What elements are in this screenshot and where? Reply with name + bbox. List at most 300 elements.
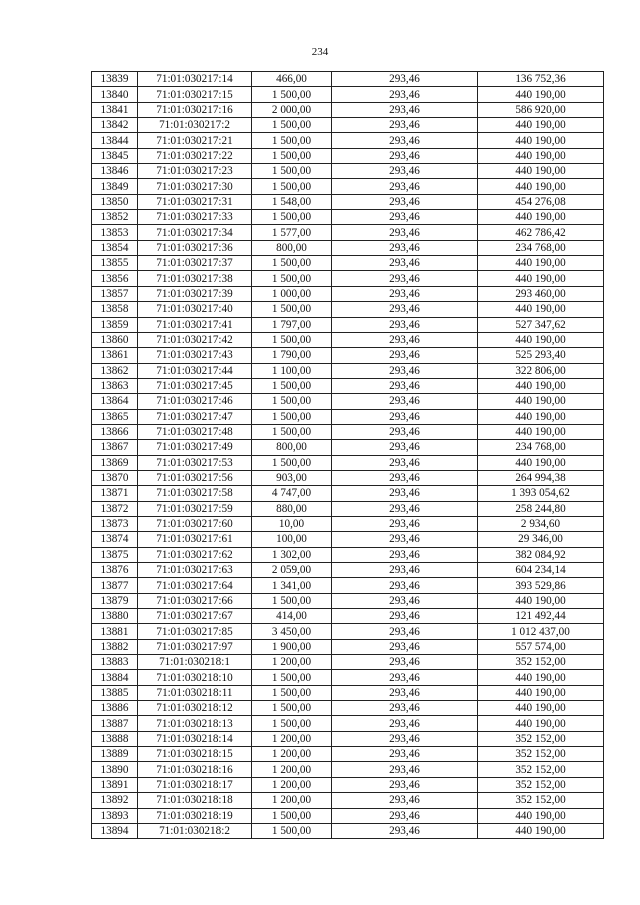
value-cell: 352 152,00 (478, 777, 604, 792)
rate-cell: 293,46 (332, 424, 478, 439)
area-cell: 903,00 (252, 470, 332, 485)
cadastral-number-cell: 71:01:030217:56 (138, 470, 252, 485)
table-row (92, 716, 604, 731)
rate-cell: 293,46 (332, 455, 478, 470)
rate-cell: 293,46 (332, 286, 478, 301)
value-cell: 352 152,00 (478, 731, 604, 746)
rate-cell: 293,46 (332, 793, 478, 808)
table-row (92, 563, 604, 578)
value-cell: 121 492,44 (478, 609, 604, 624)
rate-cell: 293,46 (332, 133, 478, 148)
rate-cell: 293,46 (332, 102, 478, 117)
cadastral-number-cell: 71:01:030218:19 (138, 808, 252, 823)
cadastral-number-cell: 71:01:030217:33 (138, 210, 252, 225)
value-cell: 440 190,00 (478, 87, 604, 102)
area-cell: 1 500,00 (252, 424, 332, 439)
value-cell: 525 293,40 (478, 348, 604, 363)
table-row (92, 747, 604, 762)
table-row (92, 363, 604, 378)
area-cell: 1 500,00 (252, 455, 332, 470)
table-row (92, 164, 604, 179)
cadastral-number-cell: 71:01:030217:37 (138, 256, 252, 271)
table-row (92, 470, 604, 485)
table-row (92, 731, 604, 746)
area-cell: 1 500,00 (252, 148, 332, 163)
value-cell: 293 460,00 (478, 286, 604, 301)
cadastral-number-cell: 71:01:030218:10 (138, 670, 252, 685)
area-cell: 1 500,00 (252, 302, 332, 317)
rate-cell: 293,46 (332, 332, 478, 347)
value-cell: 440 190,00 (478, 332, 604, 347)
cadastral-number-cell: 71:01:030217:43 (138, 348, 252, 363)
table-row (92, 516, 604, 531)
area-cell: 2 059,00 (252, 563, 332, 578)
cadastral-number-cell: 71:01:030217:45 (138, 378, 252, 393)
row-number-cell: 13889 (92, 747, 138, 762)
rate-cell: 293,46 (332, 440, 478, 455)
row-number-cell: 13866 (92, 424, 138, 439)
cadastral-number-cell: 71:01:030217:48 (138, 424, 252, 439)
rate-cell: 293,46 (332, 317, 478, 332)
row-number-cell: 13883 (92, 655, 138, 670)
cadastral-number-cell: 71:01:030218:15 (138, 747, 252, 762)
row-number-cell: 13856 (92, 271, 138, 286)
table-row (92, 194, 604, 209)
value-cell: 440 190,00 (478, 179, 604, 194)
area-cell: 1 500,00 (252, 716, 332, 731)
row-number-cell: 13859 (92, 317, 138, 332)
table-row (92, 823, 604, 838)
value-cell: 2 934,60 (478, 516, 604, 531)
row-number-cell: 13846 (92, 164, 138, 179)
row-number-cell: 13888 (92, 731, 138, 746)
area-cell: 100,00 (252, 532, 332, 547)
row-number-cell: 13891 (92, 777, 138, 792)
area-cell: 1 200,00 (252, 731, 332, 746)
cadastral-number-cell: 71:01:030217:61 (138, 532, 252, 547)
value-cell: 440 190,00 (478, 455, 604, 470)
row-number-cell: 13849 (92, 179, 138, 194)
value-cell: 322 806,00 (478, 363, 604, 378)
area-cell: 1 548,00 (252, 194, 332, 209)
table-row (92, 639, 604, 654)
value-cell: 29 346,00 (478, 532, 604, 547)
row-number-cell: 13892 (92, 793, 138, 808)
cadastral-number-cell: 71:01:030217:64 (138, 578, 252, 593)
rate-cell: 293,46 (332, 516, 478, 531)
area-cell: 1 341,00 (252, 578, 332, 593)
rate-cell: 293,46 (332, 777, 478, 792)
row-number-cell: 13844 (92, 133, 138, 148)
data-table (91, 71, 604, 839)
value-cell: 264 994,38 (478, 470, 604, 485)
value-cell: 440 190,00 (478, 685, 604, 700)
table-row (92, 624, 604, 639)
area-cell: 414,00 (252, 609, 332, 624)
area-cell: 1 500,00 (252, 179, 332, 194)
cadastral-number-cell: 71:01:030217:67 (138, 609, 252, 624)
row-number-cell: 13865 (92, 409, 138, 424)
area-cell: 1 500,00 (252, 701, 332, 716)
rate-cell: 293,46 (332, 486, 478, 501)
rate-cell: 293,46 (332, 394, 478, 409)
value-cell: 440 190,00 (478, 593, 604, 608)
value-cell: 440 190,00 (478, 302, 604, 317)
value-cell: 136 752,36 (478, 72, 604, 87)
area-cell: 1 900,00 (252, 639, 332, 654)
row-number-cell: 13857 (92, 286, 138, 301)
value-cell: 440 190,00 (478, 148, 604, 163)
table-row (92, 210, 604, 225)
row-number-cell: 13852 (92, 210, 138, 225)
area-cell: 1 500,00 (252, 164, 332, 179)
rate-cell: 293,46 (332, 271, 478, 286)
rate-cell: 293,46 (332, 823, 478, 838)
area-cell: 1 577,00 (252, 225, 332, 240)
table-row (92, 793, 604, 808)
area-cell: 1 100,00 (252, 363, 332, 378)
cadastral-number-cell: 71:01:030218:11 (138, 685, 252, 700)
cadastral-number-cell: 71:01:030217:49 (138, 440, 252, 455)
rate-cell: 293,46 (332, 164, 478, 179)
table-row (92, 148, 604, 163)
area-cell: 800,00 (252, 240, 332, 255)
value-cell: 440 190,00 (478, 256, 604, 271)
value-cell: 352 152,00 (478, 762, 604, 777)
value-cell: 440 190,00 (478, 378, 604, 393)
cadastral-number-cell: 71:01:030217:30 (138, 179, 252, 194)
area-cell: 3 450,00 (252, 624, 332, 639)
table-row (92, 302, 604, 317)
table-row (92, 348, 604, 363)
row-number-cell: 13850 (92, 194, 138, 209)
cadastral-number-cell: 71:01:030218:2 (138, 823, 252, 838)
table-row (92, 102, 604, 117)
row-number-cell: 13842 (92, 118, 138, 133)
table-row (92, 593, 604, 608)
cadastral-number-cell: 71:01:030217:85 (138, 624, 252, 639)
table-row (92, 179, 604, 194)
value-cell: 454 276,08 (478, 194, 604, 209)
area-cell: 1 500,00 (252, 409, 332, 424)
row-number-cell: 13861 (92, 348, 138, 363)
cadastral-number-cell: 71:01:030217:59 (138, 501, 252, 516)
table-row (92, 118, 604, 133)
value-cell: 440 190,00 (478, 394, 604, 409)
rate-cell: 293,46 (332, 624, 478, 639)
row-number-cell: 13873 (92, 516, 138, 531)
rate-cell: 293,46 (332, 363, 478, 378)
area-cell: 1 000,00 (252, 286, 332, 301)
area-cell: 1 200,00 (252, 777, 332, 792)
row-number-cell: 13885 (92, 685, 138, 700)
cadastral-number-cell: 71:01:030217:22 (138, 148, 252, 163)
value-cell: 440 190,00 (478, 424, 604, 439)
rate-cell: 293,46 (332, 762, 478, 777)
rate-cell: 293,46 (332, 210, 478, 225)
table-row (92, 271, 604, 286)
value-cell: 440 190,00 (478, 409, 604, 424)
area-cell: 1 500,00 (252, 271, 332, 286)
table-row (92, 378, 604, 393)
cadastral-number-cell: 71:01:030217:38 (138, 271, 252, 286)
rate-cell: 293,46 (332, 240, 478, 255)
row-number-cell: 13870 (92, 470, 138, 485)
table-row (92, 777, 604, 792)
rate-cell: 293,46 (332, 179, 478, 194)
rate-cell: 293,46 (332, 593, 478, 608)
rate-cell: 293,46 (332, 609, 478, 624)
rate-cell: 293,46 (332, 72, 478, 87)
value-cell: 1 012 437,00 (478, 624, 604, 639)
value-cell: 440 190,00 (478, 118, 604, 133)
table-row (92, 762, 604, 777)
cadastral-number-cell: 71:01:030217:46 (138, 394, 252, 409)
cadastral-number-cell: 71:01:030217:2 (138, 118, 252, 133)
table-row (92, 578, 604, 593)
cadastral-number-cell: 71:01:030217:14 (138, 72, 252, 87)
table-row (92, 409, 604, 424)
value-cell: 352 152,00 (478, 793, 604, 808)
rate-cell: 293,46 (332, 639, 478, 654)
row-number-cell: 13893 (92, 808, 138, 823)
table-row (92, 808, 604, 823)
row-number-cell: 13858 (92, 302, 138, 317)
table-row (92, 532, 604, 547)
value-cell: 440 190,00 (478, 133, 604, 148)
rate-cell: 293,46 (332, 547, 478, 562)
rate-cell: 293,46 (332, 731, 478, 746)
rate-cell: 293,46 (332, 808, 478, 823)
rate-cell: 293,46 (332, 747, 478, 762)
row-number-cell: 13855 (92, 256, 138, 271)
row-number-cell: 13845 (92, 148, 138, 163)
cadastral-number-cell: 71:01:030217:15 (138, 87, 252, 102)
table-body (92, 72, 604, 839)
rate-cell: 293,46 (332, 655, 478, 670)
table-row (92, 655, 604, 670)
rate-cell: 293,46 (332, 348, 478, 363)
row-number-cell: 13879 (92, 593, 138, 608)
row-number-cell: 13839 (92, 72, 138, 87)
cadastral-number-cell: 71:01:030217:53 (138, 455, 252, 470)
row-number-cell: 13875 (92, 547, 138, 562)
area-cell: 1 500,00 (252, 670, 332, 685)
value-cell: 234 768,00 (478, 440, 604, 455)
rate-cell: 293,46 (332, 578, 478, 593)
rate-cell: 293,46 (332, 194, 478, 209)
area-cell: 1 797,00 (252, 317, 332, 332)
cadastral-number-cell: 71:01:030217:42 (138, 332, 252, 347)
cadastral-number-cell: 71:01:030217:41 (138, 317, 252, 332)
table-row (92, 424, 604, 439)
cadastral-number-cell: 71:01:030217:36 (138, 240, 252, 255)
row-number-cell: 13886 (92, 701, 138, 716)
area-cell: 1 500,00 (252, 118, 332, 133)
cadastral-number-cell: 71:01:030217:31 (138, 194, 252, 209)
value-cell: 604 234,14 (478, 563, 604, 578)
value-cell: 1 393 054,62 (478, 486, 604, 501)
value-cell: 440 190,00 (478, 808, 604, 823)
cadastral-number-cell: 71:01:030218:12 (138, 701, 252, 716)
rate-cell: 293,46 (332, 532, 478, 547)
cadastral-number-cell: 71:01:030217:47 (138, 409, 252, 424)
rate-cell: 293,46 (332, 409, 478, 424)
table-row (92, 455, 604, 470)
table-row (92, 501, 604, 516)
page-number: 234 (311, 46, 329, 58)
cadastral-number-cell: 71:01:030218:13 (138, 716, 252, 731)
value-cell: 234 768,00 (478, 240, 604, 255)
area-cell: 1 200,00 (252, 793, 332, 808)
row-number-cell: 13882 (92, 639, 138, 654)
area-cell: 2 000,00 (252, 102, 332, 117)
table-row (92, 670, 604, 685)
value-cell: 352 152,00 (478, 747, 604, 762)
table-row (92, 133, 604, 148)
value-cell: 440 190,00 (478, 670, 604, 685)
row-number-cell: 13880 (92, 609, 138, 624)
cadastral-number-cell: 71:01:030217:16 (138, 102, 252, 117)
area-cell: 1 200,00 (252, 762, 332, 777)
area-cell: 1 500,00 (252, 378, 332, 393)
row-number-cell: 13876 (92, 563, 138, 578)
value-cell: 440 190,00 (478, 210, 604, 225)
table-row (92, 440, 604, 455)
rate-cell: 293,46 (332, 470, 478, 485)
table-row (92, 87, 604, 102)
row-number-cell: 13872 (92, 501, 138, 516)
table-row (92, 394, 604, 409)
rate-cell: 293,46 (332, 701, 478, 716)
area-cell: 1 500,00 (252, 823, 332, 838)
area-cell: 466,00 (252, 72, 332, 87)
cadastral-number-cell: 71:01:030217:66 (138, 593, 252, 608)
table-row (92, 701, 604, 716)
table-row (92, 486, 604, 501)
rate-cell: 293,46 (332, 225, 478, 240)
cadastral-number-cell: 71:01:030218:16 (138, 762, 252, 777)
rate-cell: 293,46 (332, 685, 478, 700)
area-cell: 880,00 (252, 501, 332, 516)
area-cell: 1 200,00 (252, 747, 332, 762)
cadastral-number-cell: 71:01:030217:62 (138, 547, 252, 562)
area-cell: 1 500,00 (252, 808, 332, 823)
value-cell: 258 244,80 (478, 501, 604, 516)
value-cell: 586 920,00 (478, 102, 604, 117)
table-row (92, 547, 604, 562)
value-cell: 352 152,00 (478, 655, 604, 670)
value-cell: 440 190,00 (478, 823, 604, 838)
table-row (92, 240, 604, 255)
rate-cell: 293,46 (332, 148, 478, 163)
row-number-cell: 13884 (92, 670, 138, 685)
table-row (92, 332, 604, 347)
area-cell: 1 500,00 (252, 210, 332, 225)
rate-cell: 293,46 (332, 302, 478, 317)
row-number-cell: 13860 (92, 332, 138, 347)
table-row (92, 685, 604, 700)
row-number-cell: 13871 (92, 486, 138, 501)
row-number-cell: 13881 (92, 624, 138, 639)
rate-cell: 293,46 (332, 670, 478, 685)
value-cell: 440 190,00 (478, 716, 604, 731)
area-cell: 10,00 (252, 516, 332, 531)
row-number-cell: 13840 (92, 87, 138, 102)
table-row (92, 317, 604, 332)
area-cell: 1 500,00 (252, 394, 332, 409)
table-row (92, 609, 604, 624)
rate-cell: 293,46 (332, 256, 478, 271)
value-cell: 527 347,62 (478, 317, 604, 332)
rate-cell: 293,46 (332, 563, 478, 578)
cadastral-number-cell: 71:01:030217:44 (138, 363, 252, 378)
table-row (92, 256, 604, 271)
rate-cell: 293,46 (332, 716, 478, 731)
rate-cell: 293,46 (332, 378, 478, 393)
value-cell: 440 190,00 (478, 271, 604, 286)
cadastral-number-cell: 71:01:030217:21 (138, 133, 252, 148)
rate-cell: 293,46 (332, 87, 478, 102)
rate-cell: 293,46 (332, 501, 478, 516)
value-cell: 440 190,00 (478, 701, 604, 716)
area-cell: 1 500,00 (252, 256, 332, 271)
cadastral-number-cell: 71:01:030217:34 (138, 225, 252, 240)
row-number-cell: 13867 (92, 440, 138, 455)
cadastral-number-cell: 71:01:030217:97 (138, 639, 252, 654)
cadastral-number-cell: 71:01:030217:40 (138, 302, 252, 317)
row-number-cell: 13890 (92, 762, 138, 777)
area-cell: 1 790,00 (252, 348, 332, 363)
table-row (92, 286, 604, 301)
area-cell: 1 200,00 (252, 655, 332, 670)
table-row (92, 72, 604, 87)
area-cell: 800,00 (252, 440, 332, 455)
cadastral-number-cell: 71:01:030217:39 (138, 286, 252, 301)
cadastral-number-cell: 71:01:030218:14 (138, 731, 252, 746)
row-number-cell: 13887 (92, 716, 138, 731)
area-cell: 1 500,00 (252, 87, 332, 102)
row-number-cell: 13877 (92, 578, 138, 593)
area-cell: 1 302,00 (252, 547, 332, 562)
row-number-cell: 13864 (92, 394, 138, 409)
row-number-cell: 13894 (92, 823, 138, 838)
cadastral-number-cell: 71:01:030218:17 (138, 777, 252, 792)
row-number-cell: 13874 (92, 532, 138, 547)
area-cell: 4 747,00 (252, 486, 332, 501)
area-cell: 1 500,00 (252, 685, 332, 700)
area-cell: 1 500,00 (252, 332, 332, 347)
value-cell: 440 190,00 (478, 164, 604, 179)
cadastral-number-cell: 71:01:030217:63 (138, 563, 252, 578)
cadastral-number-cell: 71:01:030217:23 (138, 164, 252, 179)
value-cell: 393 529,86 (478, 578, 604, 593)
area-cell: 1 500,00 (252, 133, 332, 148)
row-number-cell: 13841 (92, 102, 138, 117)
row-number-cell: 13853 (92, 225, 138, 240)
cadastral-number-cell: 71:01:030218:1 (138, 655, 252, 670)
value-cell: 557 574,00 (478, 639, 604, 654)
value-cell: 382 084,92 (478, 547, 604, 562)
cadastral-number-cell: 71:01:030218:18 (138, 793, 252, 808)
row-number-cell: 13862 (92, 363, 138, 378)
row-number-cell: 13854 (92, 240, 138, 255)
area-cell: 1 500,00 (252, 593, 332, 608)
row-number-cell: 13863 (92, 378, 138, 393)
rate-cell: 293,46 (332, 118, 478, 133)
value-cell: 462 786,42 (478, 225, 604, 240)
cadastral-number-cell: 71:01:030217:60 (138, 516, 252, 531)
